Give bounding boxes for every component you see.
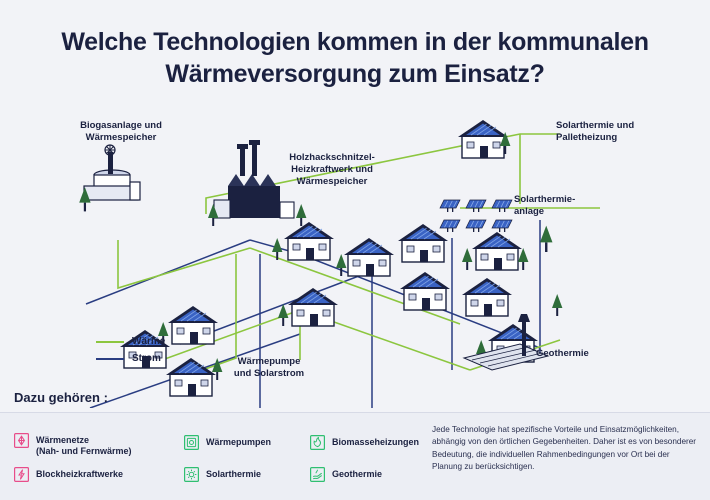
label-solarthermie-palletheizung: Solarthermie und Palletheizung	[556, 120, 635, 144]
legend-label-strom: Strom	[132, 353, 161, 364]
page-title	[0, 26, 710, 90]
biomass-icon	[310, 435, 325, 450]
bottom-heading: Dazu gehören :	[14, 390, 108, 405]
tech-item-waermenetze	[14, 434, 164, 458]
label-biogasanlage: Biogasanlage und Wärmespeicher	[80, 120, 162, 144]
heat-pump-icon	[184, 435, 199, 450]
tech-item-biomasseheizungen	[310, 436, 440, 450]
line-legend	[96, 336, 165, 370]
legend-swatch-strom	[96, 358, 124, 360]
bottom-note: Jede Technologie hat spezifische Vorteile und Einsatzmöglichkeiten, abhängig von den örtlichen Gegebenheiten. Daher ist es von besonderer Bedeutung, die individuellen Rahmenbedingungen vor Ort bei der Planung zu berücksichtigen.	[432, 425, 697, 471]
tech-label-waermenetze: Wärmenetze (Nah- und Fernwärme)	[36, 435, 132, 457]
label-holzhackschnitzel: Holzhackschnitzel- Heizkraftwerk und Wärmespeicher	[289, 152, 375, 188]
legend-item-waerme	[96, 336, 165, 347]
label-geothermie: Geothermie	[536, 348, 589, 359]
legend-swatch-waerme	[96, 341, 124, 343]
tech-label-biomasseheizungen: Biomasseheizungen	[332, 437, 420, 447]
label-waermepumpe: Wärmepumpe und Solarstrom	[233, 356, 305, 380]
tech-label-solarthermie: Solarthermie	[206, 469, 262, 479]
label-solarthermieanlage: Solarthermie- anlage	[514, 194, 576, 218]
legend-item-strom	[96, 353, 165, 364]
heat-network-icon	[14, 433, 29, 448]
tech-item-waermepumpen	[184, 436, 304, 450]
legend-label-waerme: Wärme	[132, 336, 166, 347]
illustration	[0, 108, 710, 408]
solar-thermal-icon	[184, 467, 199, 482]
tech-item-geothermie	[310, 468, 430, 482]
chp-icon	[14, 467, 29, 482]
tech-item-solarthermie	[184, 468, 304, 482]
tech-label-geothermie: Geothermie	[332, 469, 383, 479]
title-line-1: Welche Technologien kommen in der kommunalen	[61, 28, 649, 56]
tech-label-blockheizkraftwerke: Blockheizkraftwerke	[36, 469, 124, 479]
bottom-panel	[0, 390, 710, 500]
tech-label-waermepumpen: Wärmepumpen	[206, 437, 272, 447]
tech-item-blockheizkraftwerke	[14, 468, 174, 482]
geothermal-icon	[310, 467, 325, 482]
biogas-plant	[79, 145, 140, 211]
title-line-2: Wärmeversorgung zum Einsatz?	[165, 60, 545, 88]
